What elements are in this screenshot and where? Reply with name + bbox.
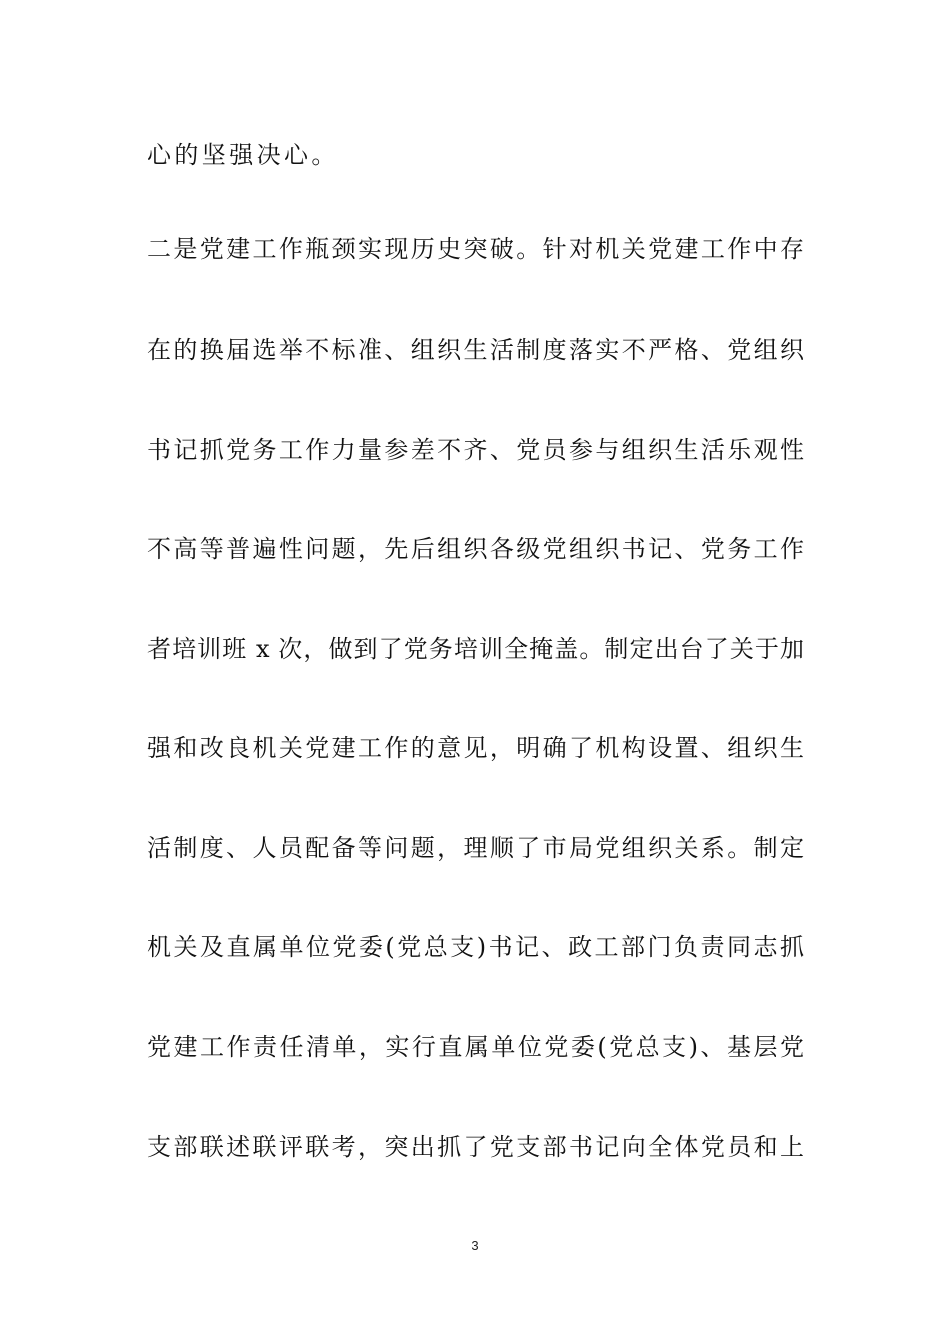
text-line: 党建工作责任清单，实行直属单位党委(党总支)、基层党 xyxy=(147,1033,804,1061)
text-line: 支部联述联评联考，突出抓了党支部书记向全体党员和上 xyxy=(147,1133,804,1161)
text-line: 不高等普遍性问题，先后组织各级党组织书记、党务工作 xyxy=(147,535,804,563)
text-line: 强和改良机关党建工作的意见，明确了机构设置、组织生 xyxy=(147,734,804,762)
text-line: 活制度、人员配备等问题，理顺了市局党组织关系。制定 xyxy=(147,834,804,862)
text-line: 者培训班 x 次，做到了党务培训全掩盖。制定出台了关于加 xyxy=(147,635,804,663)
text-line: 心的坚强决心。 xyxy=(147,141,339,169)
text-line: 机关及直属单位党委(党总支)书记、政工部门负责同志抓 xyxy=(147,933,804,961)
page-number: 3 xyxy=(471,1238,479,1253)
text-line: 书记抓党务工作力量参差不齐、党员参与组织生活乐观性 xyxy=(147,436,804,464)
text-line: 二是党建工作瓶颈实现历史突破。针对机关党建工作中存 xyxy=(147,235,804,263)
text-line: 在的换届选举不标准、组织生活制度落实不严格、党组织 xyxy=(147,336,804,364)
